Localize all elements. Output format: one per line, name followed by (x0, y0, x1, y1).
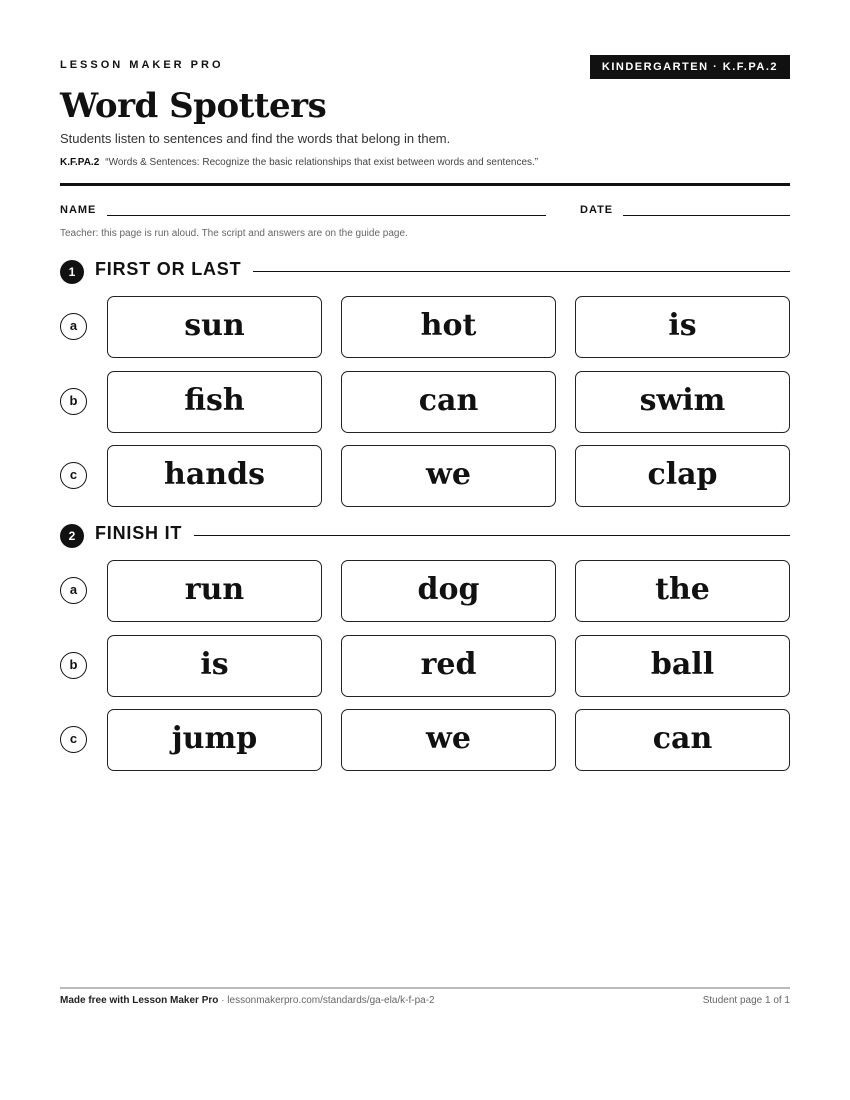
word-card[interactable]: swim (575, 371, 790, 433)
brand-name: LESSON MAKER PRO (60, 59, 224, 71)
footer (60, 995, 790, 1006)
name-date-row (60, 204, 790, 218)
word-card[interactable]: is (575, 296, 790, 358)
standard-code: K.F.PA.2 (60, 157, 100, 168)
item-row (60, 635, 790, 697)
word-card[interactable]: is (107, 635, 322, 697)
section-title: FIRST OR LAST (95, 259, 253, 280)
footer-made-with: Made free with Lesson Maker Pro (60, 995, 219, 1006)
row-letter-badge: a (60, 577, 87, 604)
item-row (60, 371, 790, 433)
word-card[interactable]: hot (341, 296, 556, 358)
grade-badge: KINDERGARTEN · K.F.PA.2 (590, 55, 790, 79)
footer-page-label: Student page 1 of 1 (702, 995, 790, 1006)
word-card[interactable]: we (341, 445, 556, 507)
row-letter-badge: b (60, 652, 87, 679)
item-row (60, 709, 790, 771)
row-letter-badge: b (60, 388, 87, 415)
word-card[interactable]: fish (107, 371, 322, 433)
header-divider (60, 183, 790, 186)
word-card[interactable]: ball (575, 635, 790, 697)
row-letter-badge: c (60, 726, 87, 753)
section-number: 1 (60, 260, 84, 284)
section-number: 2 (60, 524, 84, 548)
word-card[interactable]: the (575, 560, 790, 622)
worksheet-page (60, 0, 790, 1100)
word-card[interactable]: red (341, 635, 556, 697)
footer-divider (60, 987, 790, 989)
word-card[interactable]: run (107, 560, 322, 622)
word-card[interactable]: hands (107, 445, 322, 507)
word-card[interactable]: we (341, 709, 556, 771)
item-row (60, 296, 790, 358)
item-row (60, 445, 790, 507)
footer-separator: · (218, 995, 228, 1006)
teacher-note: Teacher: this page is run aloud. The script and answers are on the guide page. (60, 228, 408, 239)
section-divider (95, 535, 790, 536)
section-2-header (60, 523, 790, 547)
word-card[interactable]: can (341, 371, 556, 433)
name-label: NAME (60, 204, 97, 216)
date-field[interactable] (623, 215, 790, 216)
page-title: Word Spotters (60, 86, 327, 126)
word-card[interactable]: can (575, 709, 790, 771)
word-card[interactable]: jump (107, 709, 322, 771)
standard-text: “Words & Sentences: Recognize the basic relationships that exist between words and sentences.” (105, 157, 539, 168)
footer-url: lessonmakerpro.com/standards/ga-ela/k-f-pa-2 (227, 995, 435, 1006)
standard-line (60, 157, 538, 168)
word-card[interactable]: clap (575, 445, 790, 507)
word-card[interactable]: dog (341, 560, 556, 622)
word-card[interactable]: sun (107, 296, 322, 358)
date-label: DATE (580, 204, 614, 216)
item-row (60, 560, 790, 622)
top-bar (60, 55, 790, 79)
row-letter-badge: a (60, 313, 87, 340)
section-1-header (60, 259, 790, 283)
row-letter-badge: c (60, 462, 87, 489)
page-subtitle: Students listen to sentences and find the words that belong in them. (60, 131, 451, 146)
name-field[interactable] (107, 215, 546, 216)
section-title: FINISH IT (95, 523, 194, 544)
